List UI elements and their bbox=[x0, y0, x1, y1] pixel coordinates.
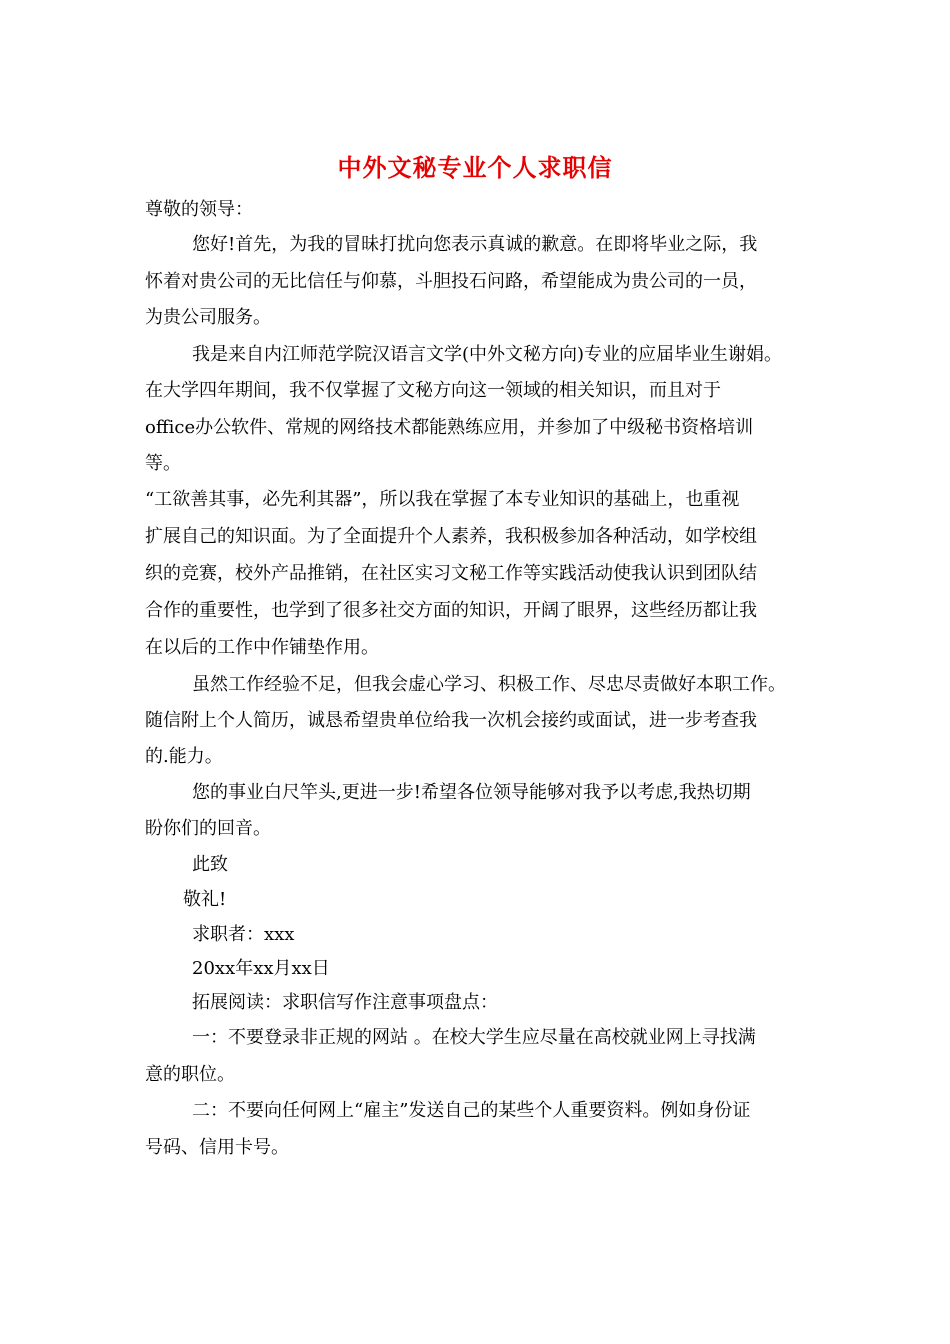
text-line: 怀着对贵公司的无比信任与仰慕，斗胆投石问路，希望能成为贵公司的一员， bbox=[145, 271, 757, 292]
text-line: 合作的重要性，也学到了很多社交方面的知识，开阔了眼界，这些经历都让我 bbox=[145, 600, 757, 621]
text-line: 此致 bbox=[192, 854, 228, 875]
text-line: 虽然工作经验不足，但我会虚心学习、积极工作、尽忠尽责做好本职工作。 bbox=[192, 674, 786, 695]
text-line: 号码、信用卡号。 bbox=[145, 1137, 289, 1158]
text-line: “工欲善其事，必先利其器”，所以我在掌握了本专业知识的基础上，也重视 bbox=[145, 489, 740, 510]
text-line: 在以后的工作中作铺垫作用。 bbox=[145, 637, 379, 658]
text-line: 意的职位。 bbox=[145, 1064, 235, 1085]
text-line: 在大学四年期间，我不仅掌握了文秘方向这一领域的相关知识，而且对于 bbox=[145, 380, 721, 401]
text-line: 您的事业白尺竿头,更进一步!希望各位领导能够对我予以考虑,我热切期 bbox=[192, 782, 751, 803]
text-line: 敬礼! bbox=[183, 889, 227, 910]
document-title: 中外文秘专业个人求职信 bbox=[337, 154, 613, 182]
text-line: 扩展自己的知识面。为了全面提升个人素养，我积极参加各种活动，如学校组 bbox=[145, 526, 757, 547]
text-line: 尊敬的领导： bbox=[145, 199, 253, 220]
text-line: 拓展阅读：求职信写作注意事项盘点： bbox=[192, 992, 498, 1013]
text-line: 二：不要向任何网上“雇主”发送自己的某些个人重要资料。例如身份证 bbox=[192, 1100, 751, 1121]
text-line: 您好!首先，为我的冒昧打扰向您表示真诚的歉意。在即将毕业之际，我 bbox=[192, 234, 758, 255]
text-line: office办公软件、常规的网络技术都能熟练应用，并参加了中级秘书资格培训 bbox=[145, 417, 754, 438]
text-line: 为贵公司服务。 bbox=[145, 307, 271, 328]
text-line: 等。 bbox=[145, 453, 181, 474]
text-line: 随信附上个人简历，诚恳希望贵单位给我一次机会接约或面试，进一步考查我 bbox=[145, 710, 757, 731]
text-line: 我是来自内江师范学院汉语言文学(中外文秘方向)专业的应届毕业生谢娟。 bbox=[192, 344, 783, 365]
text-line: 20xx年xx月xx日 bbox=[192, 958, 330, 979]
text-line: 盼你们的回音。 bbox=[145, 818, 271, 839]
text-line: 求职者：xxx bbox=[192, 924, 295, 945]
text-line: 的.能力。 bbox=[145, 746, 223, 767]
text-line: 一：不要登录非正规的网站 。在校大学生应尽量在高校就业网上寻找满 bbox=[192, 1027, 756, 1048]
text-line: 织的竞赛，校外产品推销，在社区实习文秘工作等实践活动使我认识到团队结 bbox=[145, 563, 757, 584]
